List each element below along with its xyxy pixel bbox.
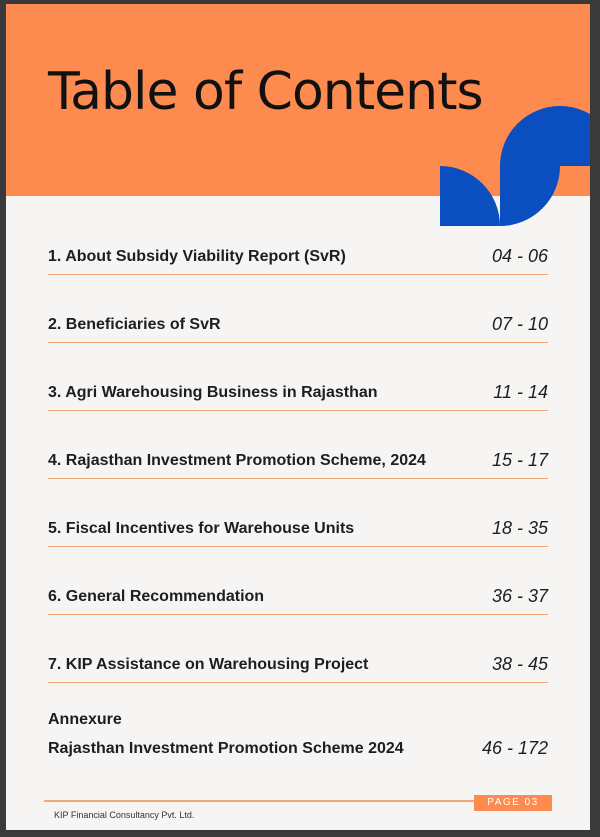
footer-company: KIP Financial Consultancy Pvt. Ltd.: [54, 810, 195, 820]
toc-entry-label: 4. Rajasthan Investment Promotion Scheme, 2024: [48, 452, 426, 469]
toc-entry-pages: 18 - 35: [491, 518, 548, 538]
toc-entry-annexure[interactable]: [48, 736, 548, 766]
toc-entry-6[interactable]: [48, 578, 548, 615]
page-number-badge: PAGE 03: [474, 795, 552, 811]
toc-entry-label: 5. Fiscal Incentives for Warehouse Units: [48, 520, 355, 537]
deco-quarter-4: [500, 166, 560, 226]
toc-entry-1[interactable]: [48, 238, 548, 275]
deco-quarter-1: [500, 106, 560, 166]
toc-entry-pages: 36 - 37: [491, 586, 548, 606]
toc-entry-pages: 15 - 17: [491, 450, 548, 470]
deco-quarter-3: [440, 166, 500, 226]
toc-entry-pages: 11 - 14: [493, 382, 548, 402]
toc-entry-4[interactable]: [48, 442, 548, 479]
toc-entry-pages: 07 - 10: [491, 314, 548, 334]
toc-entry-label: 7. KIP Assistance on Warehousing Project: [48, 656, 369, 673]
deco-quarter-2: [560, 106, 590, 166]
document-page: [6, 4, 590, 830]
toc-entry-7[interactable]: [48, 646, 548, 683]
annexure-label: Rajasthan Investment Promotion Scheme 2024: [48, 740, 404, 757]
toc-entry-2[interactable]: [48, 306, 548, 343]
page-title: Table of Contents: [48, 62, 483, 122]
toc-entry-label: 2. Beneficiaries of SvR: [48, 316, 221, 333]
toc-entry-label: 6. General Recommendation: [48, 588, 265, 605]
toc-entry-5[interactable]: [48, 510, 548, 547]
toc-entry-3[interactable]: [48, 374, 548, 411]
decorative-shapes: [440, 106, 590, 232]
toc-entry-pages: 38 - 45: [491, 654, 548, 674]
toc-entry-label: 3. Agri Warehousing Business in Rajasthan: [48, 384, 378, 401]
annexure-pages: 46 - 172: [481, 738, 548, 758]
toc-entry-pages: 04 - 06: [491, 246, 548, 266]
toc-entry-label: 1. About Subsidy Viability Report (SvR): [48, 248, 346, 265]
annexure-heading: Annexure: [48, 711, 122, 728]
